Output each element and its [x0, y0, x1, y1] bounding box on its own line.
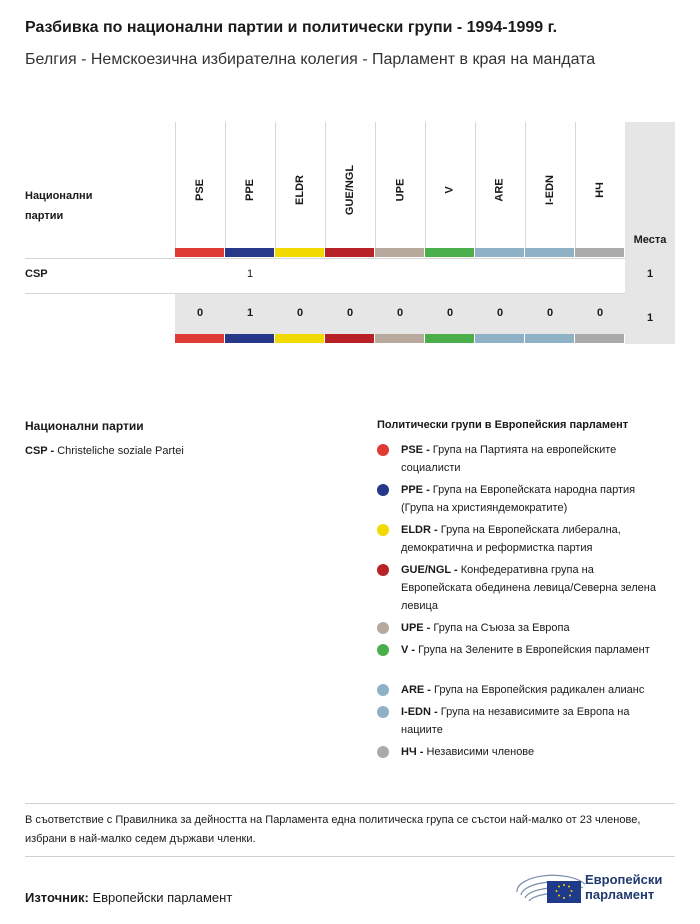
- total-cell: 0: [296, 307, 304, 319]
- political-group-item: I-EDN - Група на независимите за Европа на нациите: [377, 703, 667, 739]
- total-seats-cell: 1: [646, 312, 654, 324]
- group-column-header: [225, 140, 275, 240]
- group-color-bar: [425, 248, 474, 257]
- group-column-header: [475, 140, 525, 240]
- note-divider-top: [25, 803, 675, 804]
- political-group-item: GUE/NGL - Конфедеративна група на Европейската обединена левица/Северна зелена левица: [377, 561, 667, 615]
- political-group-item: PSE - Група на Партията на европейските социалисти: [377, 441, 667, 477]
- national-party-item: CSP - Christeliche soziale Partei: [25, 445, 184, 457]
- group-code-label: UPE: [394, 178, 406, 202]
- group-color-dot-icon: [377, 564, 389, 576]
- group-code-label: GUE/NGL: [344, 164, 356, 216]
- table-cell: 1: [246, 268, 254, 280]
- national-party-code: CSP: [25, 445, 48, 457]
- group-code-label: PSE: [193, 178, 206, 202]
- group-code: I-EDN: [401, 706, 431, 718]
- seats-column-background: [625, 122, 675, 344]
- rules-note: В съответствие с Правилника за дейността на Парламента една политическа група се състои най-малко от 23 членове, избрани в най-малко седем държави членки.: [25, 814, 641, 845]
- political-group-item: ARE - Група на Европейския радикален алианс: [377, 681, 667, 699]
- group-color-dot-icon: [377, 444, 389, 456]
- header-divider: [25, 258, 625, 259]
- political-group-item: НЧ - Независими членове: [377, 743, 667, 761]
- total-cell: 0: [596, 307, 604, 319]
- political-group-item: UPE - Група на Съюза за Европа: [377, 619, 667, 637]
- group-name: Група на Европейския радикален алианс: [434, 684, 645, 696]
- group-color-dot-icon: [377, 484, 389, 496]
- group-color-bar: [425, 334, 474, 343]
- group-code-label: ARE: [493, 178, 506, 202]
- group-name: Група на Съюза за Европа: [433, 622, 570, 634]
- group-code-label: PPE: [243, 178, 256, 202]
- national-parties-title: Национални партии: [25, 419, 144, 433]
- group-name: Група на Партията на европейските социалисти: [401, 444, 617, 474]
- logo-text: [585, 872, 662, 902]
- total-cell: 0: [496, 307, 504, 319]
- logo-text-line-2: парламент: [585, 887, 655, 902]
- political-group-item: ELDR - Група на Европейската либерална, демократична и реформистка партия: [377, 521, 667, 557]
- group-color-dot-icon: [377, 622, 389, 634]
- group-column-header: [375, 140, 425, 240]
- page-subtitle: Белгия - Немскоезична избирателна колегия - Парламент в края на мандата: [25, 51, 596, 68]
- total-cell: 1: [246, 307, 254, 319]
- total-cell: 0: [446, 307, 454, 319]
- group-name: Група на Зелените в Европейския парламент: [418, 644, 650, 656]
- row-seats-cell: 1: [646, 268, 654, 280]
- group-color-bar: [275, 248, 324, 257]
- group-color-bar: [575, 248, 624, 257]
- group-name: Независими членове: [426, 746, 535, 758]
- source-label: Източник:: [25, 890, 89, 905]
- group-color-bar: [325, 248, 374, 257]
- group-name: Група на Европейската либерална, демократична и реформистка партия: [401, 524, 621, 554]
- total-cell: 0: [546, 307, 554, 319]
- seats-column-header: Места: [633, 234, 667, 246]
- group-color-bar: [525, 334, 574, 343]
- group-code: PSE: [401, 444, 424, 456]
- group-column-header: [175, 140, 225, 240]
- breakdown-table: [25, 122, 675, 344]
- source-value: Европейски парламент: [92, 890, 233, 905]
- group-color-bar: [225, 334, 274, 343]
- group-color-bar: [175, 248, 224, 257]
- group-code: PPE: [401, 484, 424, 496]
- political-group-item: PPE - Група на Европейската народна партия (Група на християндемократите): [377, 481, 667, 517]
- group-code-label: НЧ: [594, 182, 606, 198]
- group-color-dot-icon: [377, 706, 389, 718]
- group-color-dot-icon: [377, 524, 389, 536]
- row-party-name: CSP: [25, 268, 48, 280]
- group-code: ARE: [401, 684, 425, 696]
- national-party-name: Christeliche soziale Partei: [57, 445, 184, 457]
- group-color-bar: [525, 248, 574, 257]
- group-column-header: [575, 140, 625, 240]
- group-color-bar: [475, 248, 524, 257]
- group-code: ELDR: [401, 524, 431, 536]
- group-color-bar: [175, 334, 224, 343]
- total-cell: 0: [196, 307, 204, 319]
- group-code-label: I-EDN: [543, 175, 556, 205]
- row-divider: [25, 293, 625, 294]
- group-color-dot-icon: [377, 746, 389, 758]
- group-column-header: [275, 140, 325, 240]
- group-color-bar: [225, 248, 274, 257]
- logo-text-line-1: Европейски: [585, 872, 663, 887]
- note-divider-bottom: [25, 856, 675, 857]
- group-name: Група на Европейската народна партия (Група на християндемократите): [401, 484, 636, 514]
- total-cell: 0: [346, 307, 354, 319]
- group-color-dot-icon: [377, 684, 389, 696]
- group-name: Конфедеративна група на Европейската обединена левица/Северна зелена левица: [401, 564, 656, 612]
- source-line: [25, 890, 232, 905]
- total-cell: 0: [396, 307, 404, 319]
- group-color-bar: [375, 334, 424, 343]
- group-code-label: ELDR: [293, 175, 306, 205]
- group-color-dot-icon: [377, 644, 389, 656]
- group-color-bar: [325, 334, 374, 343]
- group-color-bar: [375, 248, 424, 257]
- group-code-label: V: [444, 186, 456, 194]
- group-column-header: [525, 140, 575, 240]
- group-color-bar: [475, 334, 524, 343]
- group-column-header: [425, 140, 475, 240]
- group-code: UPE: [401, 622, 424, 634]
- page-title: Разбивка по национални партии и политически групи - 1994-1999 г.: [25, 19, 558, 36]
- party-column-header: Национални партии: [25, 190, 93, 222]
- group-code: V: [401, 644, 409, 656]
- group-color-bar: [575, 334, 624, 343]
- group-color-bar: [275, 334, 324, 343]
- group-code: НЧ: [401, 746, 417, 758]
- group-column-header: [325, 140, 375, 240]
- political-group-item: V - Група на Зелените в Европейския парламент: [377, 641, 667, 659]
- group-name: Група на независимите за Европа на нациите: [401, 706, 630, 736]
- group-code: GUE/NGL: [401, 564, 451, 576]
- political-groups-title: Политически групи в Европейския парламент: [377, 419, 629, 431]
